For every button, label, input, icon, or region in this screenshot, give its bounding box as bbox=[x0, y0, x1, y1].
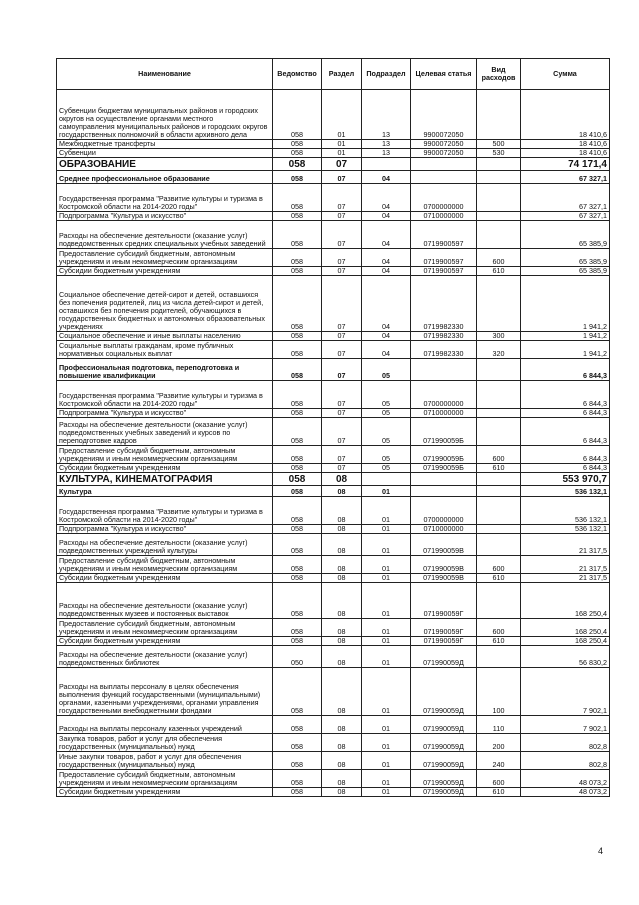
cell-department: 058 bbox=[273, 90, 322, 140]
cell-sum: 6 844,3 bbox=[521, 446, 610, 464]
table-row bbox=[57, 752, 610, 770]
cell-expense-type: 300 bbox=[477, 332, 521, 341]
cell-expense-type bbox=[477, 171, 521, 184]
cell-name: Закупка товаров, работ и услуг для обеспечения государственных (муниципальных) нужд bbox=[57, 734, 273, 752]
cell-department: 058 bbox=[273, 249, 322, 267]
cell-sum: 802,8 bbox=[521, 734, 610, 752]
cell-target-article bbox=[411, 158, 477, 171]
table-row bbox=[57, 556, 610, 574]
table-row bbox=[57, 158, 610, 171]
cell-target-article bbox=[411, 486, 477, 497]
cell-sum: 1 941,2 bbox=[521, 332, 610, 341]
cell-expense-type bbox=[477, 473, 521, 486]
table-row bbox=[57, 446, 610, 464]
table-row bbox=[57, 221, 610, 249]
table-row bbox=[57, 716, 610, 734]
cell-target-article: 071990059Б bbox=[411, 464, 477, 473]
cell-subsection: 05 bbox=[362, 418, 411, 446]
cell-subsection: 01 bbox=[362, 788, 411, 797]
cell-department: 058 bbox=[273, 788, 322, 797]
cell-name: Субсидии бюджетным учреждениям bbox=[57, 267, 273, 276]
cell-name: Субсидии бюджетным учреждениям bbox=[57, 788, 273, 797]
cell-section: 07 bbox=[322, 276, 362, 332]
cell-target-article: 0710000000 bbox=[411, 409, 477, 418]
col-header-name: Наименование bbox=[57, 59, 273, 90]
table-row bbox=[57, 668, 610, 716]
cell-section: 08 bbox=[322, 788, 362, 797]
cell-section: 07 bbox=[322, 446, 362, 464]
cell-section: 07 bbox=[322, 249, 362, 267]
cell-department: 058 bbox=[273, 637, 322, 646]
cell-target-article: 0719900597 bbox=[411, 221, 477, 249]
cell-target-article: 0700000000 bbox=[411, 381, 477, 409]
cell-department: 058 bbox=[273, 341, 322, 359]
table-row bbox=[57, 473, 610, 486]
cell-subsection: 01 bbox=[362, 525, 411, 534]
cell-expense-type bbox=[477, 359, 521, 381]
cell-sum: 7 902,1 bbox=[521, 668, 610, 716]
cell-section: 07 bbox=[322, 267, 362, 276]
cell-name: Межбюджетные трансферты bbox=[57, 140, 273, 149]
table-row bbox=[57, 574, 610, 583]
cell-expense-type bbox=[477, 276, 521, 332]
page-number: 4 bbox=[598, 846, 604, 856]
col-header-subsection: Подраздел bbox=[362, 59, 411, 90]
cell-department: 058 bbox=[273, 716, 322, 734]
cell-name: Государственная программа "Развитие культуры и туризма в Костромской области на 2014-2020 годы" bbox=[57, 497, 273, 525]
cell-expense-type bbox=[477, 90, 521, 140]
cell-target-article: 9900072050 bbox=[411, 140, 477, 149]
cell-expense-type bbox=[477, 525, 521, 534]
cell-expense-type bbox=[477, 534, 521, 556]
cell-department: 058 bbox=[273, 734, 322, 752]
cell-target-article: 0719900597 bbox=[411, 249, 477, 267]
table-row bbox=[57, 149, 610, 158]
cell-subsection: 04 bbox=[362, 267, 411, 276]
cell-department: 058 bbox=[273, 381, 322, 409]
cell-section: 07 bbox=[322, 418, 362, 446]
cell-name: Среднее профессиональное образование bbox=[57, 171, 273, 184]
table-row bbox=[57, 418, 610, 446]
cell-sum: 168 250,4 bbox=[521, 583, 610, 619]
cell-name: Субсидии бюджетным учреждениям bbox=[57, 574, 273, 583]
cell-target-article: 0700000000 bbox=[411, 184, 477, 212]
cell-sum: 536 132,1 bbox=[521, 486, 610, 497]
cell-expense-type: 610 bbox=[477, 574, 521, 583]
cell-expense-type: 100 bbox=[477, 668, 521, 716]
cell-department: 058 bbox=[273, 668, 322, 716]
cell-sum: 21 317,5 bbox=[521, 556, 610, 574]
cell-name: Расходы на обеспечение деятельности (оказание услуг) подведомственных учреждений культуры bbox=[57, 534, 273, 556]
cell-expense-type bbox=[477, 486, 521, 497]
cell-sum: 1 941,2 bbox=[521, 276, 610, 332]
cell-subsection: 01 bbox=[362, 752, 411, 770]
table-row bbox=[57, 276, 610, 332]
cell-department: 058 bbox=[273, 534, 322, 556]
cell-target-article: 071990059Д bbox=[411, 668, 477, 716]
table-row bbox=[57, 249, 610, 267]
cell-target-article: 071990059Б bbox=[411, 446, 477, 464]
cell-department: 058 bbox=[273, 446, 322, 464]
table-row bbox=[57, 184, 610, 212]
cell-department: 058 bbox=[273, 770, 322, 788]
cell-name: Субсидии бюджетным учреждениям bbox=[57, 464, 273, 473]
col-header-sum: Сумма bbox=[521, 59, 610, 90]
cell-target-article: 9900072050 bbox=[411, 149, 477, 158]
table-row bbox=[57, 619, 610, 637]
table-row bbox=[57, 140, 610, 149]
cell-subsection: 04 bbox=[362, 221, 411, 249]
cell-name: Расходы на обеспечение деятельности (оказание услуг) подведомственных учебных заведений и курсов по переподготовке кадров bbox=[57, 418, 273, 446]
table-row bbox=[57, 409, 610, 418]
cell-sum: 6 844,3 bbox=[521, 359, 610, 381]
cell-expense-type: 500 bbox=[477, 140, 521, 149]
cell-expense-type bbox=[477, 381, 521, 409]
cell-expense-type: 610 bbox=[477, 464, 521, 473]
cell-section: 07 bbox=[322, 359, 362, 381]
cell-department: 058 bbox=[273, 409, 322, 418]
cell-section: 08 bbox=[322, 619, 362, 637]
cell-subsection: 05 bbox=[362, 359, 411, 381]
cell-department: 058 bbox=[273, 583, 322, 619]
cell-section: 08 bbox=[322, 534, 362, 556]
cell-section: 07 bbox=[322, 341, 362, 359]
cell-target-article: 071990059Г bbox=[411, 637, 477, 646]
cell-sum: 18 410,6 bbox=[521, 90, 610, 140]
cell-subsection: 01 bbox=[362, 556, 411, 574]
table-row bbox=[57, 525, 610, 534]
cell-expense-type: 600 bbox=[477, 446, 521, 464]
table-row bbox=[57, 734, 610, 752]
cell-target-article: 9900072050 bbox=[411, 90, 477, 140]
cell-subsection: 01 bbox=[362, 734, 411, 752]
cell-subsection: 01 bbox=[362, 716, 411, 734]
cell-department: 058 bbox=[273, 497, 322, 525]
cell-target-article: 0700000000 bbox=[411, 497, 477, 525]
cell-section: 01 bbox=[322, 149, 362, 158]
cell-expense-type bbox=[477, 184, 521, 212]
cell-section: 07 bbox=[322, 332, 362, 341]
cell-expense-type bbox=[477, 158, 521, 171]
cell-expense-type: 610 bbox=[477, 637, 521, 646]
cell-target-article bbox=[411, 359, 477, 381]
cell-expense-type: 600 bbox=[477, 249, 521, 267]
cell-department: 058 bbox=[273, 158, 322, 171]
cell-target-article: 071990059Д bbox=[411, 646, 477, 668]
cell-section: 08 bbox=[322, 752, 362, 770]
cell-sum: 74 171,4 bbox=[521, 158, 610, 171]
table-row bbox=[57, 381, 610, 409]
cell-subsection bbox=[362, 158, 411, 171]
cell-expense-type bbox=[477, 583, 521, 619]
table-row bbox=[57, 90, 610, 140]
cell-target-article: 071990059В bbox=[411, 574, 477, 583]
cell-department: 058 bbox=[273, 619, 322, 637]
cell-subsection: 01 bbox=[362, 486, 411, 497]
cell-target-article: 071990059В bbox=[411, 534, 477, 556]
cell-department: 058 bbox=[273, 140, 322, 149]
cell-expense-type: 610 bbox=[477, 788, 521, 797]
table-row bbox=[57, 212, 610, 221]
cell-expense-type: 110 bbox=[477, 716, 521, 734]
cell-department: 058 bbox=[273, 359, 322, 381]
cell-subsection: 01 bbox=[362, 583, 411, 619]
cell-expense-type: 530 bbox=[477, 149, 521, 158]
cell-sum: 536 132,1 bbox=[521, 525, 610, 534]
cell-expense-type bbox=[477, 497, 521, 525]
cell-expense-type bbox=[477, 221, 521, 249]
cell-sum: 65 385,9 bbox=[521, 267, 610, 276]
cell-target-article: 0719982330 bbox=[411, 276, 477, 332]
cell-department: 058 bbox=[273, 332, 322, 341]
cell-name: Иные закупки товаров, работ и услуг для обеспечения государственных (муниципальных) нужд bbox=[57, 752, 273, 770]
cell-expense-type: 320 bbox=[477, 341, 521, 359]
cell-section: 08 bbox=[322, 668, 362, 716]
cell-sum: 21 317,5 bbox=[521, 574, 610, 583]
table-row bbox=[57, 637, 610, 646]
cell-section: 07 bbox=[322, 409, 362, 418]
cell-name: Подпрограмма "Культура и искусство" bbox=[57, 212, 273, 221]
cell-subsection: 01 bbox=[362, 646, 411, 668]
cell-name: Государственная программа "Развитие культуры и туризма в Костромской области на 2014-2020 годы" bbox=[57, 381, 273, 409]
cell-target-article: 071990059Б bbox=[411, 418, 477, 446]
cell-expense-type bbox=[477, 212, 521, 221]
cell-name: Расходы на обеспечение деятельности (оказание услуг) подведомственных средних специальных учебных заведений bbox=[57, 221, 273, 249]
cell-sum: 7 902,1 bbox=[521, 716, 610, 734]
table-header-row bbox=[57, 59, 610, 90]
cell-name: Профессиональная подготовка, переподготовка и повышение квалификации bbox=[57, 359, 273, 381]
cell-section: 08 bbox=[322, 716, 362, 734]
cell-name: Субвенции бюджетам муниципальных районов и городских округов на осуществление органами местного самоуправления муниципальных районов и городских округов государственных полномочий в области архивного дела bbox=[57, 90, 273, 140]
cell-department: 058 bbox=[273, 418, 322, 446]
cell-name: Субсидии бюджетным учреждениям bbox=[57, 637, 273, 646]
cell-sum: 6 844,3 bbox=[521, 418, 610, 446]
cell-department: 058 bbox=[273, 752, 322, 770]
cell-name: Расходы на обеспечение деятельности (оказание услуг) подведомственных библиотек bbox=[57, 646, 273, 668]
table-row bbox=[57, 359, 610, 381]
cell-target-article: 0719900597 bbox=[411, 267, 477, 276]
cell-subsection: 13 bbox=[362, 90, 411, 140]
cell-department: 058 bbox=[273, 556, 322, 574]
cell-section: 07 bbox=[322, 171, 362, 184]
cell-name: Расходы на обеспечение деятельности (оказание услуг) подведомственных музеев и постоянных выставок bbox=[57, 583, 273, 619]
table-row bbox=[57, 486, 610, 497]
cell-expense-type: 600 bbox=[477, 556, 521, 574]
cell-sum: 56 830,2 bbox=[521, 646, 610, 668]
cell-section: 08 bbox=[322, 486, 362, 497]
cell-section: 08 bbox=[322, 525, 362, 534]
cell-name: Государственная программа "Развитие культуры и туризма в Костромской области на 2014-2020 годы" bbox=[57, 184, 273, 212]
cell-expense-type bbox=[477, 409, 521, 418]
cell-department: 058 bbox=[273, 276, 322, 332]
cell-section: 08 bbox=[322, 770, 362, 788]
cell-sum: 65 385,9 bbox=[521, 221, 610, 249]
cell-expense-type: 200 bbox=[477, 734, 521, 752]
cell-name: Расходы на выплаты персоналу казенных учреждений bbox=[57, 716, 273, 734]
cell-subsection: 01 bbox=[362, 619, 411, 637]
cell-section: 08 bbox=[322, 637, 362, 646]
cell-sum: 6 844,3 bbox=[521, 464, 610, 473]
cell-sum: 67 327,1 bbox=[521, 171, 610, 184]
table-row bbox=[57, 267, 610, 276]
table-row bbox=[57, 332, 610, 341]
cell-target-article: 0719982330 bbox=[411, 332, 477, 341]
cell-target-article: 0710000000 bbox=[411, 212, 477, 221]
cell-name: Предоставление субсидий бюджетным, автономным учреждениям и иным некоммерческим организациям bbox=[57, 770, 273, 788]
cell-target-article bbox=[411, 473, 477, 486]
cell-name: ОБРАЗОВАНИЕ bbox=[57, 158, 273, 171]
cell-section: 07 bbox=[322, 381, 362, 409]
cell-sum: 6 844,3 bbox=[521, 409, 610, 418]
cell-sum: 18 410,6 bbox=[521, 140, 610, 149]
cell-sum: 67 327,1 bbox=[521, 184, 610, 212]
cell-section: 08 bbox=[322, 556, 362, 574]
cell-subsection: 05 bbox=[362, 464, 411, 473]
col-header-section: Раздел bbox=[322, 59, 362, 90]
cell-target-article: 071990059Г bbox=[411, 583, 477, 619]
col-header-target-article: Целевая статья bbox=[411, 59, 477, 90]
cell-expense-type: 240 bbox=[477, 752, 521, 770]
cell-section: 08 bbox=[322, 646, 362, 668]
cell-subsection: 01 bbox=[362, 770, 411, 788]
cell-department: 058 bbox=[273, 473, 322, 486]
cell-name: КУЛЬТУРА, КИНЕМАТОГРАФИЯ bbox=[57, 473, 273, 486]
cell-section: 01 bbox=[322, 140, 362, 149]
cell-target-article: 071990059Д bbox=[411, 770, 477, 788]
cell-sum: 67 327,1 bbox=[521, 212, 610, 221]
cell-department: 058 bbox=[273, 221, 322, 249]
cell-name: Социальное обеспечение детей-сирот и детей, оставшихся без попечения родителей, лиц из числа детей-сирот и детей, оставшихся без попечения родителей, обучающихся в государственных бюджетных и автономных образовательных учреждениях bbox=[57, 276, 273, 332]
cell-name: Подпрограмма "Культура и искусство" bbox=[57, 525, 273, 534]
cell-subsection: 05 bbox=[362, 381, 411, 409]
cell-section: 07 bbox=[322, 184, 362, 212]
cell-sum: 21 317,5 bbox=[521, 534, 610, 556]
cell-subsection: 01 bbox=[362, 668, 411, 716]
cell-subsection: 05 bbox=[362, 409, 411, 418]
table-row bbox=[57, 534, 610, 556]
cell-subsection: 04 bbox=[362, 171, 411, 184]
cell-target-article: 071990059В bbox=[411, 556, 477, 574]
table-row bbox=[57, 646, 610, 668]
cell-sum: 553 970,7 bbox=[521, 473, 610, 486]
cell-section: 08 bbox=[322, 583, 362, 619]
cell-section: 08 bbox=[322, 734, 362, 752]
cell-target-article: 0710000000 bbox=[411, 525, 477, 534]
cell-subsection: 04 bbox=[362, 184, 411, 212]
cell-department: 058 bbox=[273, 171, 322, 184]
table-row bbox=[57, 583, 610, 619]
cell-sum: 65 385,9 bbox=[521, 249, 610, 267]
cell-target-article: 071990059Д bbox=[411, 752, 477, 770]
cell-expense-type: 600 bbox=[477, 619, 521, 637]
cell-department: 050 bbox=[273, 646, 322, 668]
table-body bbox=[57, 90, 610, 797]
cell-name: Предоставление субсидий бюджетным, автономным учреждениям и иным некоммерческим организациям bbox=[57, 249, 273, 267]
cell-section: 07 bbox=[322, 464, 362, 473]
cell-subsection: 04 bbox=[362, 276, 411, 332]
table-row bbox=[57, 788, 610, 797]
col-header-expense-type: Вид расходов bbox=[477, 59, 521, 90]
cell-name: Социальные выплаты гражданам, кроме публичных нормативных социальных выплат bbox=[57, 341, 273, 359]
cell-sum: 48 073,2 bbox=[521, 788, 610, 797]
cell-subsection: 13 bbox=[362, 149, 411, 158]
table-row bbox=[57, 497, 610, 525]
cell-name: Предоставление субсидий бюджетным, автономным учреждениям и иным некоммерческим организациям bbox=[57, 619, 273, 637]
cell-target-article: 071990059Д bbox=[411, 734, 477, 752]
cell-expense-type bbox=[477, 418, 521, 446]
cell-name: Подпрограмма "Культура и искусство" bbox=[57, 409, 273, 418]
cell-section: 08 bbox=[322, 497, 362, 525]
cell-sum: 48 073,2 bbox=[521, 770, 610, 788]
cell-target-article: 071990059Д bbox=[411, 716, 477, 734]
table-row bbox=[57, 341, 610, 359]
cell-subsection: 04 bbox=[362, 249, 411, 267]
cell-name: Предоставление субсидий бюджетным, автономным учреждениям и иным некоммерческим организациям bbox=[57, 446, 273, 464]
cell-subsection: 01 bbox=[362, 574, 411, 583]
cell-subsection: 05 bbox=[362, 446, 411, 464]
cell-expense-type: 600 bbox=[477, 770, 521, 788]
cell-department: 058 bbox=[273, 184, 322, 212]
cell-sum: 168 250,4 bbox=[521, 637, 610, 646]
cell-target-article bbox=[411, 171, 477, 184]
cell-sum: 18 410,6 bbox=[521, 149, 610, 158]
cell-target-article: 0719982330 bbox=[411, 341, 477, 359]
cell-subsection: 04 bbox=[362, 212, 411, 221]
col-header-department: Ведомство bbox=[273, 59, 322, 90]
cell-sum: 6 844,3 bbox=[521, 381, 610, 409]
cell-sum: 802,8 bbox=[521, 752, 610, 770]
cell-section: 01 bbox=[322, 90, 362, 140]
cell-department: 058 bbox=[273, 149, 322, 158]
cell-department: 058 bbox=[273, 212, 322, 221]
cell-name: Расходы на выплаты персоналу в целях обеспечения выполнения функций государственными (муниципальными) органами, казенными учреждениями, органами управления государственными внебюджетными фондами bbox=[57, 668, 273, 716]
table-row bbox=[57, 171, 610, 184]
cell-subsection bbox=[362, 473, 411, 486]
cell-department: 058 bbox=[273, 267, 322, 276]
table-row bbox=[57, 464, 610, 473]
cell-subsection: 04 bbox=[362, 341, 411, 359]
cell-sum: 168 250,4 bbox=[521, 619, 610, 637]
cell-name: Субвенции bbox=[57, 149, 273, 158]
cell-sum: 536 132,1 bbox=[521, 497, 610, 525]
cell-section: 08 bbox=[322, 574, 362, 583]
cell-subsection: 01 bbox=[362, 637, 411, 646]
cell-subsection: 04 bbox=[362, 332, 411, 341]
cell-section: 07 bbox=[322, 212, 362, 221]
cell-target-article: 071990059Д bbox=[411, 788, 477, 797]
cell-expense-type: 610 bbox=[477, 267, 521, 276]
cell-target-article: 071990059Г bbox=[411, 619, 477, 637]
cell-department: 058 bbox=[273, 486, 322, 497]
budget-table bbox=[56, 58, 610, 797]
cell-section: 07 bbox=[322, 158, 362, 171]
cell-expense-type bbox=[477, 646, 521, 668]
cell-subsection: 01 bbox=[362, 534, 411, 556]
cell-subsection: 01 bbox=[362, 497, 411, 525]
cell-department: 058 bbox=[273, 574, 322, 583]
cell-name: Социальное обеспечение и иные выплаты населению bbox=[57, 332, 273, 341]
cell-section: 08 bbox=[322, 473, 362, 486]
cell-name: Культура bbox=[57, 486, 273, 497]
cell-department: 058 bbox=[273, 464, 322, 473]
cell-sum: 1 941,2 bbox=[521, 341, 610, 359]
table-row bbox=[57, 770, 610, 788]
cell-name: Предоставление субсидий бюджетным, автономным учреждениям и иным некоммерческим организациям bbox=[57, 556, 273, 574]
cell-department: 058 bbox=[273, 525, 322, 534]
cell-section: 07 bbox=[322, 221, 362, 249]
cell-subsection: 13 bbox=[362, 140, 411, 149]
